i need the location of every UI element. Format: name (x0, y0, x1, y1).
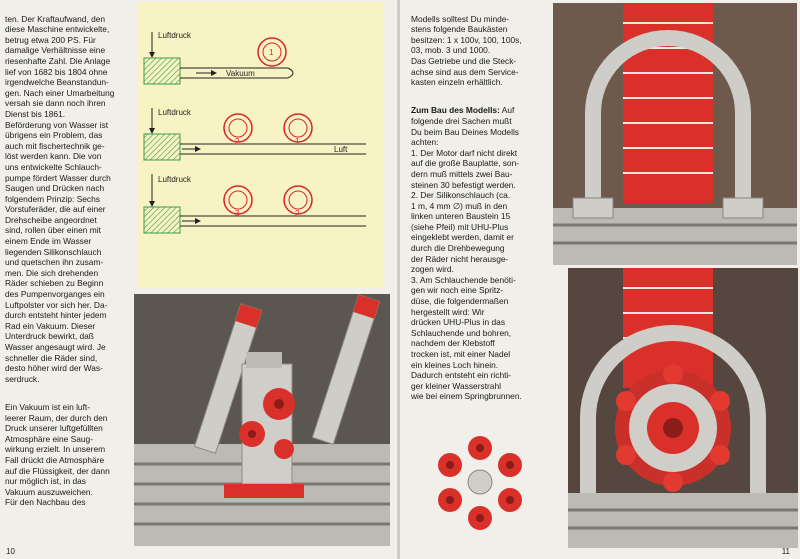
frame-model-photo (553, 3, 797, 265)
wheel-number-1: 1 (269, 48, 274, 57)
wheel-number-2b: 2 (295, 209, 300, 218)
right-text-column (411, 3, 551, 420)
wheel-number-2: 2 (235, 137, 240, 146)
build-heading: Zum Bau des Modells: (411, 105, 500, 116)
pump-principle-diagram (138, 2, 384, 288)
page-number-right: 11 (781, 547, 790, 556)
diagram-row-1 (144, 31, 293, 84)
label-luftdruck-1: Luftdruck (158, 31, 191, 40)
left-text-column (5, 3, 131, 526)
right-instructions-paragraph (411, 105, 551, 402)
right-page (400, 0, 800, 559)
wheel-number-3: 3 (235, 209, 240, 218)
pump-model-photo (134, 294, 390, 546)
left-page (0, 0, 398, 559)
wheel-assembly-photo (568, 268, 798, 548)
label-luft: Luft (334, 145, 348, 154)
page-number-left: 10 (6, 547, 15, 556)
diagram-row-3 (144, 174, 366, 233)
build-instructions: Auf folgende drei Sachen mußt Du beim Bau Deines Modells achten: 1. Der Motor darf nicht direkt auf die große Bauplatte, son- dern muß mittels zwei Bau- steinen 30 befestigt werden. 2. Der Silikonschlauch (ca. 1 m, 4 mm ∅) muß in den linken unteren Baustein 15 (siehe Pfeil) mit UHU-Plus eingeklebt werden, damit er durch die Drehbewegung der Räder nicht herausge- zogen wird. 3. Am Schlauchende benöti- gen wir noch eine Spritz- düse, die folgendermaßen hergestellt wird: Wir drücken UHU-Plus in das Schlauchende und bohren, nachdem der Klebstoff trocken ist, mit einer Nadel ein kleines Loch hinein. Dadurch entsteht ein richti- ger kleiner Wasserstrahl wie bei einem Springbrunnen. (411, 105, 522, 402)
diagram-row-2 (144, 108, 366, 160)
left-paragraph-1: ten. Der Kraftaufwand, den diese Maschine entwickelte, betrug etwa 200 PS. Für damalige Verhältnisse eine riesenhafte Zahl. Die Anlage lief von 1682 bis 1804 ohne irgendwelche Beanstandun- gen. Nach einer Umarbeitung versah sie dann noch ihren Dienst bis 1861. Beförderung von Wasser ist übrigens ein Problem, das auch mit fischertechnik ge- löst werden kann. Die von uns entwickelte Schlauch- pumpe fördert Wasser durch Saugen und Drücken nach folgendem Prinzip: Sechs Vorstuferäder, die auf einer Drehscheibe angeordnet sind, rollen über einen mit einem Ende im Wasser liegenden Silikonschlauch und quetschen ihn zusam- men. Die sich drehenden Räder schieben zu Beginn des Pumpenvorganges ein Luftpolster vor sich her. Da- durch entsteht hinter jedem Rad ein Vakuum. Dieser Unterdruck bewirkt, daß Wasser angesaugt wird. Je schneller die Räder sind, desto höher wird der Was- serdruck. (5, 13, 115, 384)
label-luftdruck-2: Luftdruck (158, 108, 191, 117)
label-vakuum: Vakuum (226, 69, 255, 78)
wheel-number-1b: 1 (295, 137, 300, 146)
right-intro-paragraph: Modells solltest Du minde- stens folgende Baukästen besitzen: 1 x 100v, 100, 100s, 03, mob. 3 und 1000. Das Getriebe und die Steck- achse sind aus dem Service- kasten einzeln erhältlich. (411, 13, 522, 88)
left-paragraph-2: Ein Vakuum ist ein luft- leerer Raum, der durch den Druck unserer luftgefüllten Atmosphäre eine Saug- wirkung erzielt. In unserem Fall drückt die Atmosphäre auf die Flüssigkeit, der dann nur möglich ist, in das Vakuum auszuweichen. Für den Nachbau des (5, 401, 110, 508)
wheel-cluster-photo (420, 420, 538, 546)
label-luftdruck-3: Luftdruck (158, 175, 191, 184)
